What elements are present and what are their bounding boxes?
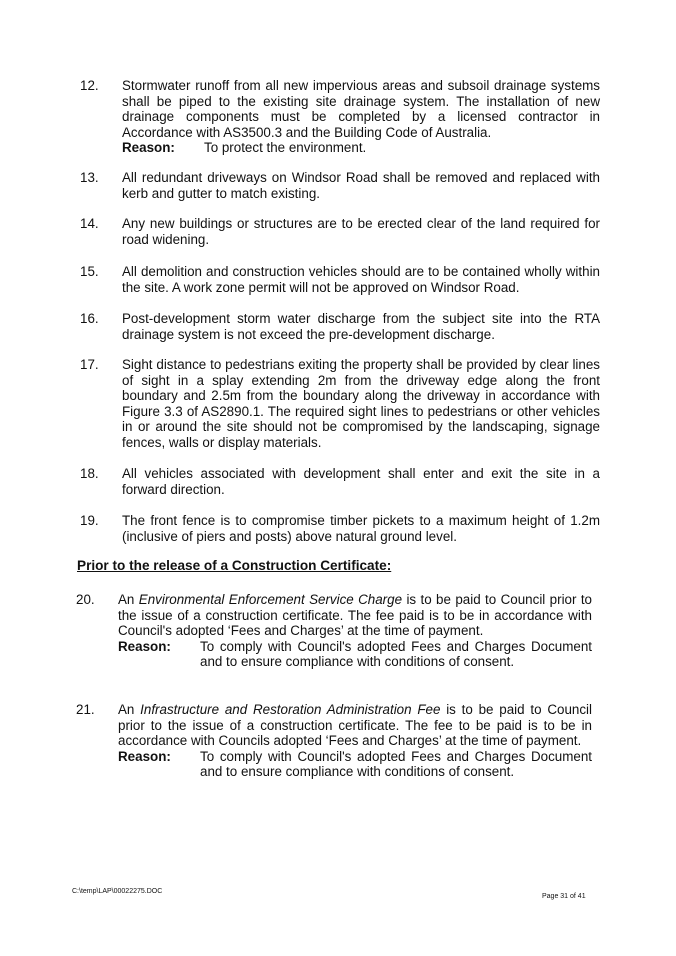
item-number: 16. xyxy=(80,311,99,326)
reason-text: To comply with Council's adopted Fees and Charges Document and to ensure compliance with conditions of consent. xyxy=(200,638,592,670)
condition-item xyxy=(80,311,600,342)
item-number: 18. xyxy=(80,466,99,481)
reason-label: Reason: xyxy=(122,140,175,156)
condition-item xyxy=(76,592,592,670)
reason-text: To comply with Council's adopted Fees and Charges Document and to ensure compliance with conditions of consent. xyxy=(200,748,592,780)
reason-row xyxy=(122,140,600,156)
condition-item xyxy=(80,216,600,247)
reason-row xyxy=(118,749,592,780)
reason-row xyxy=(118,639,592,670)
item-text: All demolition and construction vehicles should are to be contained wholly within the site. A work zone permit will not be approved on Windsor Road. xyxy=(122,264,600,295)
item-text: Post-development storm water discharge from the subject site into the RTA drainage system is not exceed the pre-development discharge. xyxy=(122,311,600,342)
footer-page-number: Page 31 of 41 xyxy=(542,893,586,900)
condition-item xyxy=(76,702,592,780)
item-text: All vehicles associated with development shall enter and exit the site in a forward direction. xyxy=(122,466,600,497)
item-number: 20. xyxy=(76,592,95,607)
condition-item xyxy=(80,466,600,497)
item-number: 19. xyxy=(80,513,99,528)
item-text: All redundant driveways on Windsor Road shall be removed and replaced with kerb and gutter to match existing. xyxy=(122,170,600,201)
condition-item xyxy=(80,357,600,451)
item-number: 15. xyxy=(80,264,99,279)
item-text: An Environmental Enforcement Service Charge is to be paid to Council prior to the issue of a construction certificate. The fee paid is to be in accordance with Council's adopted ‘Fees and Charges’ at the time of payment. xyxy=(118,592,593,639)
item-text: An Infrastructure and Restoration Administration Fee is to be paid to Council prior to the issue of a construction certificate. The fee to be paid is to be in accordance with Councils adopted ‘Fees and Charges’ at the time of payment. xyxy=(118,702,592,749)
item-number: 13. xyxy=(80,170,99,185)
reason-text: To protect the environment. xyxy=(204,140,367,156)
condition-item xyxy=(80,170,600,201)
item-number: 21. xyxy=(76,702,95,717)
item-text: Sight distance to pedestrians exiting the property shall be provided by clear lines of sight in a splay extending 2m from the driveway edge along the front boundary and 2.5m from the boundary along the driveway in accordance with Figure 3.3 of AS2890.1. The required sight lines to pedestrians or other vehicles in or around the site should not be compromised by the landscaping, signage fences, walls or display materials. xyxy=(122,357,600,450)
condition-item xyxy=(80,78,600,156)
footer-file-path: C:\temp\LAP\00022275.DOC xyxy=(72,888,163,895)
condition-item xyxy=(80,264,600,295)
item-number: 17. xyxy=(80,357,99,372)
item-text: Any new buildings or structures are to be erected clear of the land required for road widening. xyxy=(122,216,600,247)
fee-name: Environmental Enforcement Service Charge xyxy=(138,592,403,607)
reason-label: Reason: xyxy=(118,638,171,654)
section-heading: Prior to the release of a Construction Certificate: xyxy=(77,558,392,573)
item-text: Stormwater runoff from all new impervious areas and subsoil drainage systems shall be piped to the existing site drainage system. The installation of new drainage components must be completed by a licensed contractor in Accordance with AS3500.3 and the Building Code of Australia. xyxy=(122,78,600,140)
item-text: The front fence is to compromise timber pickets to a maximum height of 1.2m (inclusive of piers and posts) above natural ground level. xyxy=(122,513,600,544)
item-number: 14. xyxy=(80,216,99,231)
reason-label: Reason: xyxy=(118,748,171,764)
fee-name: Infrastructure and Restoration Administration Fee xyxy=(140,702,441,717)
condition-item xyxy=(80,513,600,544)
item-number: 12. xyxy=(80,78,99,93)
